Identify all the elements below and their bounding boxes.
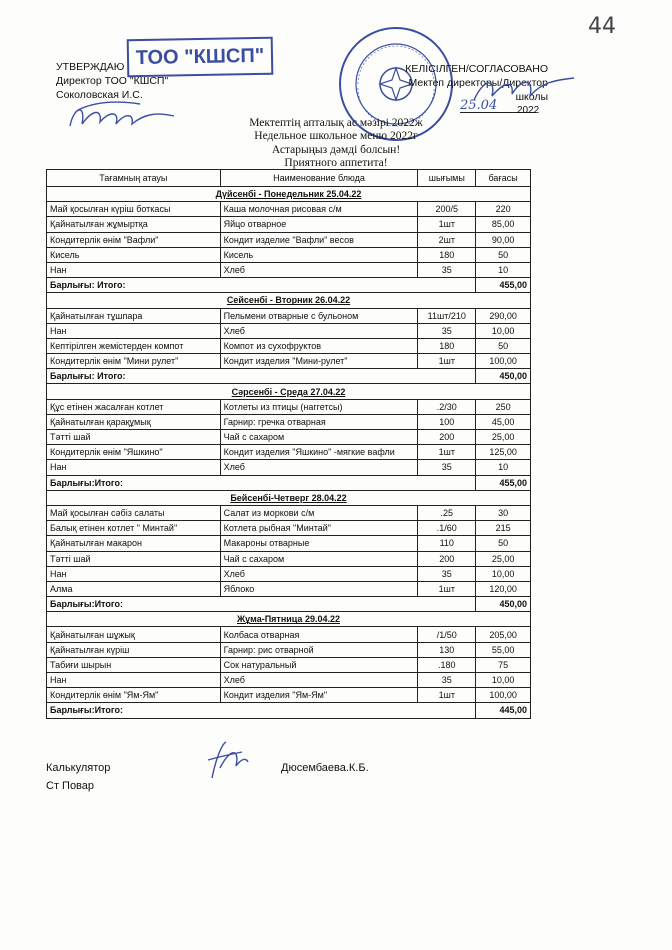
approve-title: УТВЕРЖДАЮ [56,61,125,73]
agree-date: 25.04 [460,98,498,113]
approve-name: Соколовская И.С. [56,89,143,101]
total-label: Барлығы:Итого: [47,597,476,612]
day-title: Дүйсенбі - Понедельник 25.04.22 [47,187,531,202]
dish-price: 10,00 [476,566,531,581]
dish-qty: .1/60 [418,521,476,536]
dish-kz: Қайнатылған күріш [47,642,221,657]
dish-qty: 2шт [418,232,476,247]
dish-price: 85,00 [476,217,531,232]
wish-ru: Приятного аппетита! [284,157,388,169]
dish-ru: Кондит изделия "Яшкино" -мягкие вафли [220,445,418,460]
dish-ru: Хлеб [220,262,418,277]
total-value: 450,00 [476,597,531,612]
agree-position: Мектеп директоры/Директор школы [408,77,548,103]
day-header-row [47,612,531,627]
total-value: 455,00 [476,278,531,293]
dish-kz: Қайнатылған жұмыртқа [47,217,221,232]
dish-kz: Нан [47,566,221,581]
total-row [47,369,531,384]
dish-ru: Макароны отварные [220,536,418,551]
dish-qty: 35 [418,673,476,688]
col-header-kz: Тағамның атауы [47,170,221,187]
dish-qty: 1шт [418,581,476,596]
day-title: Бейсенбі-Четверг 28.04.22 [47,490,531,505]
dish-qty: /1/50 [418,627,476,642]
dish-ru: Яйцо отварное [220,217,418,232]
table-row [47,430,531,445]
dish-price: 215 [476,521,531,536]
day-header-row [47,187,531,202]
table-row [47,460,531,475]
dish-qty: 1шт [418,688,476,703]
dish-kz: Нан [47,460,221,475]
day-title: Жұма-Пятница 29.04.22 [47,612,531,627]
dish-price: 10,00 [476,323,531,338]
dish-price: 220 [476,202,531,217]
table-row [47,627,531,642]
dish-qty: 35 [418,323,476,338]
dish-price: 10 [476,460,531,475]
dish-ru: Кондит изделия "Мини-рулет" [220,354,418,369]
table-row [47,521,531,536]
dish-ru: Компот из сухофруктов [220,338,418,353]
table-row [47,505,531,520]
table-row [47,642,531,657]
dish-qty: 1шт [418,445,476,460]
calc-name: Дюсембаева.К.Б. [281,762,369,774]
dish-price: 30 [476,505,531,520]
dish-ru: Хлеб [220,323,418,338]
dish-kz: Құс етінен жасалған котлет [47,399,221,414]
day-header-row [47,490,531,505]
dish-kz: Кондитерлік өнім "Яшкино" [47,445,221,460]
dish-ru: Кондит изделия "Ям-Ям" [220,688,418,703]
table-row [47,414,531,429]
dish-kz: Кондитерлік өнім "Вафли" [47,232,221,247]
dish-ru: Чай с сахаром [220,551,418,566]
dish-price: 75 [476,657,531,672]
dish-qty: 35 [418,262,476,277]
dish-price: 100,00 [476,688,531,703]
table-row [47,399,531,414]
menu-table [46,169,531,719]
col-header-qty: шығымы [418,170,476,187]
table-row [47,323,531,338]
table-row [47,247,531,262]
total-label: Барлығы:Итого: [47,475,476,490]
calc-label: Калькулятор [46,762,111,774]
dish-ru: Гарнир: рис отварной [220,642,418,657]
dish-qty: 200 [418,430,476,445]
dish-ru: Хлеб [220,460,418,475]
total-row [47,475,531,490]
total-row [47,703,531,718]
day-header-row [47,293,531,308]
dish-price: 50 [476,247,531,262]
dish-qty: 11шт/210 [418,308,476,323]
dish-ru: Каша молочная рисовая с/м [220,202,418,217]
agree-signature [470,72,580,106]
dish-price: 100,00 [476,354,531,369]
menu-body [47,187,531,719]
dish-ru: Кисель [220,247,418,262]
dish-kz: Қайнатылған тұшпара [47,308,221,323]
table-row [47,688,531,703]
dish-price: 120,00 [476,581,531,596]
table-row [47,566,531,581]
cook-label: Ст Повар [46,780,95,792]
total-value: 445,00 [476,703,531,718]
table-header-row [47,170,531,187]
table-row [47,581,531,596]
dish-kz: Май қосылған күріш боткасы [47,202,221,217]
table-row [47,536,531,551]
table-row [47,657,531,672]
dish-qty: .180 [418,657,476,672]
dish-kz: Қайнатылған қарақұмық [47,414,221,429]
dish-ru: Чай с сахаром [220,430,418,445]
dish-kz: Қайнатылған макарон [47,536,221,551]
dish-kz: Қайнатылған шұжық [47,627,221,642]
dish-kz: Тәтті шай [47,551,221,566]
col-header-ru: Наименование блюда [220,170,418,187]
total-row [47,597,531,612]
dish-price: 25,00 [476,551,531,566]
dish-ru: Хлеб [220,673,418,688]
dish-price: 290,00 [476,308,531,323]
dish-price: 250 [476,399,531,414]
total-value: 455,00 [476,475,531,490]
dish-kz: Кептірілген жемістерден компот [47,338,221,353]
dish-qty: 200/5 [418,202,476,217]
day-header-row [47,384,531,399]
dish-ru: Салат из моркови с/м [220,505,418,520]
dish-price: 10 [476,262,531,277]
dish-ru: Котлета рыбная "Минтай" [220,521,418,536]
dish-kz: Тәтті шай [47,430,221,445]
dish-price: 50 [476,338,531,353]
dish-qty: 130 [418,642,476,657]
dish-kz: Нан [47,262,221,277]
title-ru: Недельное школьное меню 2022г [254,130,418,142]
dish-ru: Колбаса отварная [220,627,418,642]
dish-kz: Алма [47,581,221,596]
col-header-price: бағасы [476,170,531,187]
table-row [47,354,531,369]
total-row [47,278,531,293]
dish-ru: Хлеб [220,566,418,581]
dish-price: 55,00 [476,642,531,657]
dish-price: 50 [476,536,531,551]
dish-price: 25,00 [476,430,531,445]
dish-qty: 35 [418,566,476,581]
dish-qty: 100 [418,414,476,429]
title-kz: Мектептің апталық ас мәзірі 2022ж [249,117,423,129]
dish-qty: 110 [418,536,476,551]
total-label: Барлығы: Итого: [47,369,476,384]
dish-price: 10,00 [476,673,531,688]
total-value: 450,00 [476,369,531,384]
dish-kz: Кисель [47,247,221,262]
dish-qty: 200 [418,551,476,566]
table-row [47,308,531,323]
total-label: Барлығы:Итого: [47,703,476,718]
table-row [47,202,531,217]
dish-qty: .25 [418,505,476,520]
table-row [47,673,531,688]
dish-kz: Табиғи шырын [47,657,221,672]
approve-position: Директор ТОО "КШСП" [56,75,169,87]
day-title: Сәрсенбі - Среда 27.04.22 [47,384,531,399]
company-stamp: ТОО "КШСП" [127,37,274,78]
day-title: Сейсенбі - Вторник 26.04.22 [47,293,531,308]
dish-kz: Балық етінен котлет " Минтай" [47,521,221,536]
table-row [47,232,531,247]
dish-qty: 180 [418,338,476,353]
agree-title: КЕЛІСІЛГЕН/СОГЛАСОВАНО [405,63,548,75]
total-label: Барлығы: Итого: [47,278,476,293]
wish-kz: Астарыңыз дәмді болсын! [271,144,401,156]
dish-kz: Нан [47,673,221,688]
dish-price: 45,00 [476,414,531,429]
dish-price: 90,00 [476,232,531,247]
dish-qty: 1шт [418,217,476,232]
table-row [47,445,531,460]
dish-ru: Кондит изделие "Вафли" весов [220,232,418,247]
dish-kz: Кондитерлік өнім "Мини рулет" [47,354,221,369]
dish-price: 125,00 [476,445,531,460]
table-row [47,217,531,232]
page-number: 44 [588,14,616,39]
dish-qty: 35 [418,460,476,475]
dish-kz: Май қосылған сәбіз салаты [47,505,221,520]
table-row [47,262,531,277]
dish-ru: Яблоко [220,581,418,596]
dish-ru: Котлеты из птицы (наггетсы) [220,399,418,414]
dish-kz: Нан [47,323,221,338]
dish-ru: Гарнир: гречка отварная [220,414,418,429]
agree-year: 2022 [517,105,540,116]
table-row [47,338,531,353]
dish-ru: Пельмени отварные с бульоном [220,308,418,323]
table-row [47,551,531,566]
dish-ru: Сок натуральный [220,657,418,672]
dish-price: 205,00 [476,627,531,642]
dish-kz: Кондитерлік өнім "Ям-Ям" [47,688,221,703]
dish-qty: 1шт [418,354,476,369]
dish-qty: 180 [418,247,476,262]
calculator-signature [202,738,252,784]
dish-qty: .2/30 [418,399,476,414]
